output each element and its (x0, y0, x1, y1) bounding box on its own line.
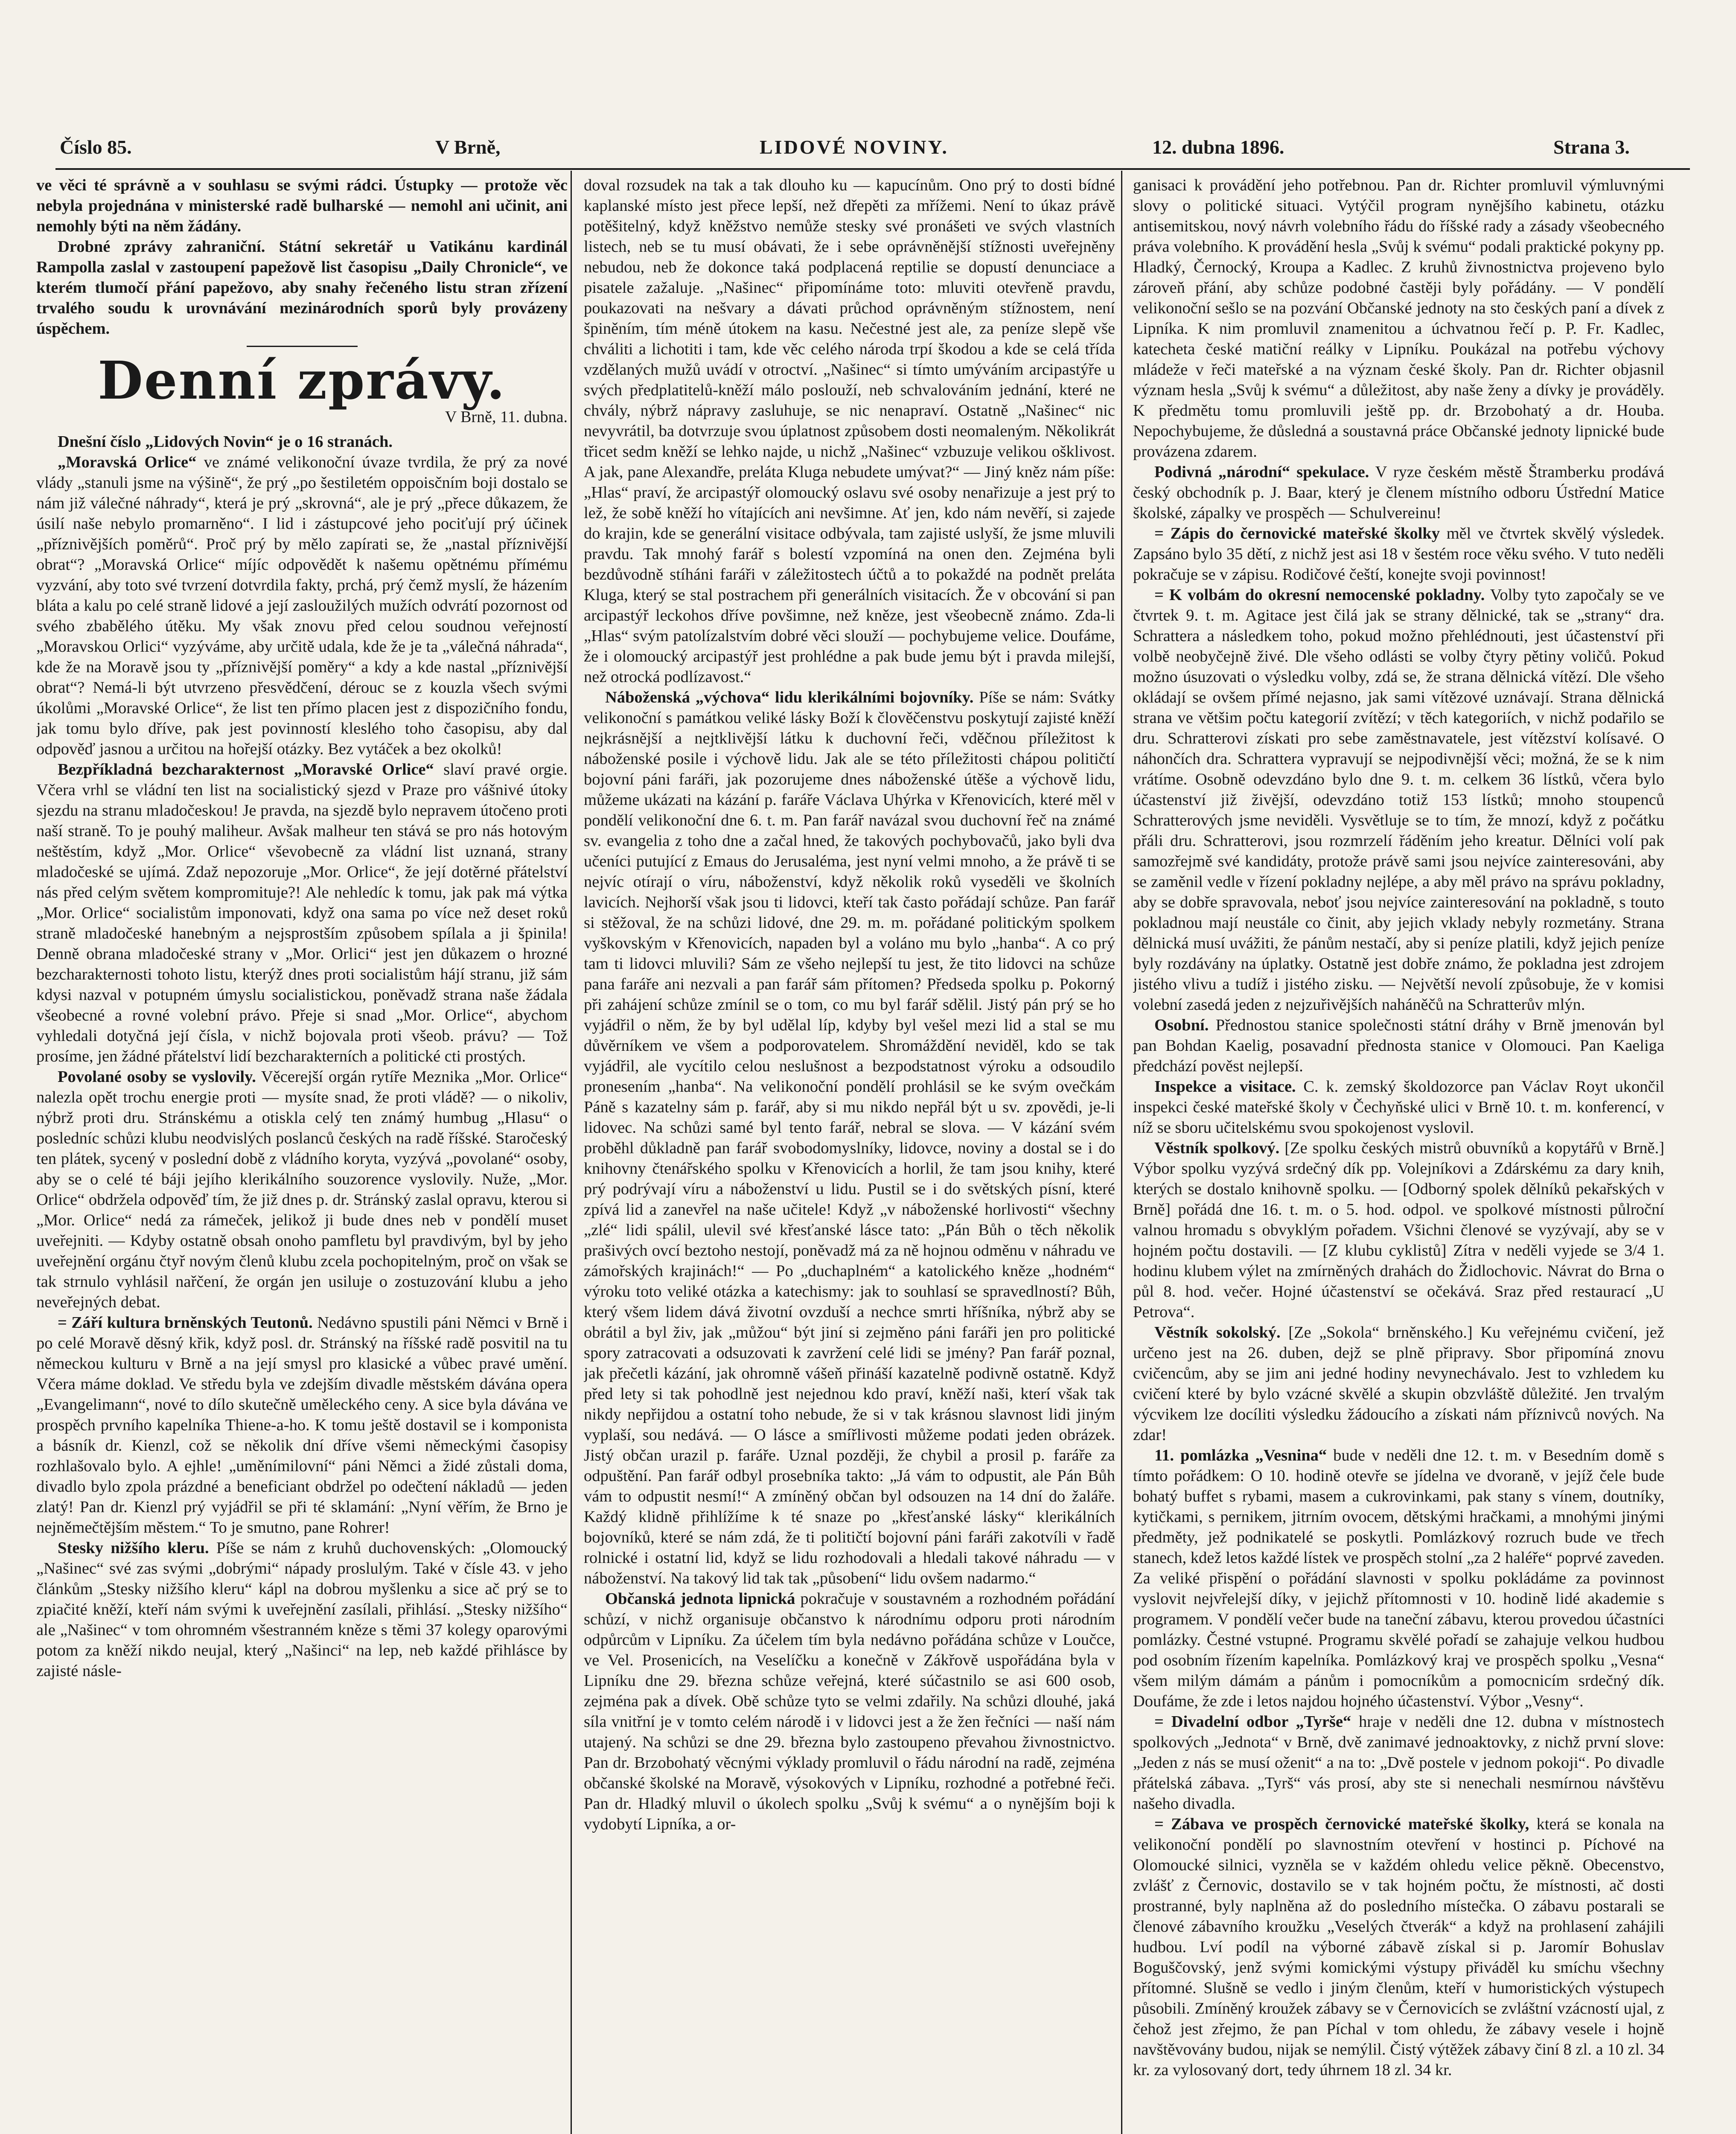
section-title: Denní zprávy. (98, 350, 506, 411)
column-2 (584, 175, 1115, 2134)
masthead (60, 136, 1681, 166)
article-bezcharakternost (36, 759, 568, 1067)
article-sokolsky (1133, 1322, 1664, 1445)
heading-orlice: „Moravská Orlice“ (58, 453, 197, 471)
city: V Brně, (435, 136, 501, 158)
article-zapis (1133, 523, 1664, 585)
text-foreign-news: Státní sekretář u Vatikánu kardinál Rampolla zaslal v zastoupení papežově list časopisu „Daily Chronicle“, ve kterém tlumočí přání papežovo, aby snahy řečeného listu stran zřízení trvalého soudu k urovnávání mezinárodních sporů byly provázeny úspěchem. (36, 238, 568, 338)
heading-zari: = Září kultura brněnských Teutonů. (58, 1314, 313, 1332)
article-foreign-news (36, 236, 568, 339)
article-obcanska-cont: ganisaci k provádění jeho potřebnou. Pan dr. Richter promluvil výmluvnými slovy o politické situaci. Vytýčil program nynějšího kabinetu, otázku antisemitskou, nový návrh volebního řádu do říšské rady a zásady všeobecného práva volebního. K provádění hesla „Svůj k svému“ podali praktické pokyny pp. Hladký, Černocký, Kroupa a Kadlec. Z kruhů živnostnictva projeveno bylo zároveň přání, aby schůze podobné častěji byly pořádány. — V pondělí velikonoční sešlo se na pozvání Občanské jednoty na sto českých paní a dívek z Lipníka. K nim promluvil znamenitou a úchvatnou řečí p. P. Fr. Kadlec, katecheta české matiční reálky v Lipníku. Poukázal na potřebu výchovy mládeže v řeči mateřské a na význam české školy. Pan dr. Richter objasnil význam hesla „Svůj k svému“ a důležitost, aby naše ženy a dívky je prováděly. K předmětu tomu promluvili ještě pp. dr. Brzobohatý a dr. Houba. Nepochybujeme, že důsledná a soustavná práce Občanské jednoty lipnické bude provázena zdarem. (1133, 176, 1664, 461)
article-orlice (36, 452, 568, 759)
article-obcanska (584, 1589, 1115, 1834)
column-1 (36, 175, 568, 2134)
heading-nabozenska: Náboženská „výchova“ lidu klerikálními bojovníky. (605, 688, 974, 706)
text-bezcharakternost: slaví pravé orgie. Včera vrhl se vládní ten list na socialistický sjezd v Praze pro vášnivé útoky sjezdu na stranu mladočeskou! Je pravda, na sjezdě bylo nepravem útočeno proti naší straně. To je pouhý maliheur. Avšak malheur ten stává se pro nás hotovým neštěstím, když „Mor. Orlice“ vševobecně za vládní list uznaná, strany mladočeské se ujímá. Zdaž nepozoruje „Mor. Orlice“, že její dotěrné přátelství nás před celým světem kompromituje?! Ale nehledíc k tomu, jak pak má výtka „Mor. Orlice“ socialistům imponovati, když ona sama po více než deset roků straně mladočeské hanebným a nejsprostším způsobem spílala a ji špinila! Denně obrana mladočeské strany v „Mor. Orlici“ jest jen důkazem o hrozné bezcharakternosti tohoto listu, kterýž dnes proti socialistům hájí stranu, již sám kdysi nazval v potupném úmyslu socialistickou, poněvadž strana naše žádala všeobecné a rovné volební právo. Přeje si snad „Mor. Orlice“, abychom vyhledali dotyčná její čísla, v nichž bojovala proti všeob. právu? — Tož prosíme, jen žádné přátelství lidí bezcharakterních a politické cti prostých. (36, 761, 568, 1065)
heading-inspekce: Inspekce a visitace. (1154, 1078, 1296, 1096)
article-volby (1133, 585, 1664, 1015)
article-continuation: ve věci té správně a v souhlasu se svými rádci. Ústupky — protože věc nebyla projednána v ministerské radě bulharské — nemohl ani učinit, ani nemohly býti na něm žádány. (36, 176, 568, 235)
masthead-rule (55, 168, 1690, 170)
article-povolane (36, 1067, 568, 1312)
heading-foreign-news: Drobné zprávy zahraniční. (58, 238, 265, 256)
text-obcanska: pokračuje v soustavném a rozhodném pořádání schůzí, v nichž organisuje občanstvo k národnímu odporu proti národním odpůrcům v Lipníku. Za účelem tím byla nedávno pořádána schůze v Loučce, ve Vel. Prosenicích, na Veselíčku a konečně v Zákřově uspořádána byla v Lipníku dne 29. března schůze veřejná, které súčastnilo se asi 600 osob, zejména pak a dívek. Obě schůze tyto se velmi zdařily. Na schůzi dlouhé, jaká síla vnitřní je v tomto celém národě i v lidovci jest a že žen řečníci — naší nám utajený. Na schůzi se dne 29. března bylo zastoupeno převahou živnostnictvo. Pan dr. Brzobohatý věcnými výklady promluvil o řádu národní na radě, zejména občanské školské na Moravě, výsokových v Lipníku, rozhodné a potřebné řeči. Pan dr. Hladký mluvil o úkolech spolku „Svůj k svému“ a o nynějším boji k vydobytí Lipníka, a or- (584, 1590, 1115, 1833)
text-sokolsky: [Ze „Sokola“ brněnského.] Ku veřejnému cvičení, jež určeno jest na 26. duben, dejž se plně připravy. Sbor připomíná znovu cvičencům, aby se jim ani jedné hodiny nevynechávalo. Jest to vzhledem ku cvičení které by bylo vzácné skvělé a skupin obzvláště důležité. Jen trvalým výcvikem lze docíliti výsledku žádoucího a získati nám příznivců nových. Na zdar! (1133, 1324, 1664, 1444)
text-podivna: V ryze českém městě Štramberku prodává český obchodník p. J. Baar, který je členem místního odboru Ústřední Matice školské, zápalky ve prospěch — Schulvereinu! (1133, 463, 1664, 522)
heading-bezcharakternost: Bezpříkladná bezcharakternost „Moravské Orlice“ (58, 761, 434, 778)
heading-povolane: Povolané osoby se vyslovily. (58, 1068, 256, 1086)
issue-number: Číslo 85. (60, 136, 132, 158)
article-nabozenska (584, 687, 1115, 1589)
text-tyrs: hraje v neděli dne 12. dubna v místnostech spolkových „Jednota“ v Brně, dvě zanimavé jednoaktovky, z nichž první slove: „Jeden z nás se musí oženit“ a na to: „Dvě postele v jednom pokoji“. Po divadle přátelská zábava. „Tyrš“ vás prosí, aby ste si nenechali nesmírnou návštěvu našeho divadla. (1133, 1713, 1664, 1813)
text-osobni: Přednostou stanice společnosti státní dráhy v Brně jmenován byl pan Bohdan Kaelig, posavadní přednosta stanice v Olomouci. Pan Kaeliga předchází pověst nejlepší. (1133, 1016, 1664, 1075)
column-rule-2 (1121, 171, 1122, 2134)
heading-spolkovy: Věstník spolkový. (1154, 1139, 1280, 1157)
article-inspekce (1133, 1076, 1664, 1138)
text-spolkovy: [Ze spolku českých mistrů obuvníků a kopytářů v Brně.] Výbor spolku vyzývá srdečný dík pp. Volejníkovi a Zdárskému za dary knih, kterých se dostalo knihovně spolku. — [Odborný spolek dělníků pekařských v Brně] pořádá dne 16. t. m. o 5. hod. odpol. ve spolkové místnosti půlroční valnou hromadu s obvyklým pořadem. Všichni členové se vyzývají, aby se v hojném počtu dostavili. — [Z klubu cyklistů] Zítra v neděli vyjede se 3/4 1. hodinu klubem výlet na zmírněných drahách do Židlochovic. Návrat do Brna o půl 8. hod. večer. Hojné účastenství se očekává. Sraz před restaurací „U Petrova“. (1133, 1139, 1664, 1321)
text-inspekce: C. k. zemský školdozorce pan Václav Royt ukončil inspekci české mateřské školy v Čechyňské ulici v Brně 10. t. m. konferencí, v níž se sboru učitelskému svou spokojenost vyslovil. (1133, 1078, 1664, 1137)
text-zari: Nedávno spustili páni Němci v Brně i po celé Moravě děsný křik, když posl. dr. Stránský na říšské radě posvitil na tu německou kulturu v Brně a na její smysl pro klasické a vůbec pravé umění. Včera máme doklad. Ve středu byla ve zdejším divadle městském dávána opera „Evangelimann“, nové to dílo skutečně uměleckého ceny. A sice byla dávána ve prospěch prvního kapelníka Thiene-a-ho. K tomu ještě dostavil se i komponista a básník dr. Kienzl, což se několik dní dříve všemi německými časopisy rozhlašovalo bylo. A ejhle! „uměnímilovní“ páni Němci a židé zůstali doma, divadlo bylo zpola prázdné a beneficiant obdržel po odečtení nákladů — jeden zlatý! Pan dr. Kienzl prý vyjádřil se při té sklamání: „Nyní věřím, že Brno je nejněmečtějším městem.“ To je smutno, pane Rohrer! (36, 1314, 568, 1536)
article-stesky (36, 1538, 568, 1681)
article-zari (36, 1312, 568, 1538)
heading-pomlazka: 11. pomlázka „Vesnina“ (1154, 1446, 1327, 1464)
heading-zabava: = Zábava ve prospěch černovické mateřské školky, (1154, 1815, 1529, 1833)
heading-podivna: Podivná „národní“ spekulace. (1154, 463, 1369, 481)
heading-osobni: Osobní. (1154, 1016, 1209, 1034)
text-zabava: která se konala na velikonoční pondělí po slavnostním otevření v hostinci p. Píchové na Olomoucké silnici, vyzněla se v každém ohledu velice pěkně. Obecenstvo, zvlášť z Černovic, dostavilo se v tak hojném počtu, že místnosti, ač dosti prostranné, byly naplněna až do posledního místečka. O zábavu postarali se členové zábavního kroužku „Veselých čtverák“ a když na prohlasení zahájili hudbou. Lví podíl na výborné zábavě získal si p. Jaromír Bohuslav Boguščovský, jenž svými komickými výstupy přiváděl ku smíchu všechny přítomné. Slušně se vedlo i jiným členům, kteří v humoristických výstupech působili. Zmíněný kroužek zábavy se v Černovicích se zvláštní vzácností ujal, z čehož jest zřejmo, že pan Píchal v tom ohledu, že zábavy vesele i hojně navštěvovány budou, nijak se nemýlil. Čistý výtěžek zábavy činí 8 zl. a 10 zl. 34 kr. za vylosovaný dort, tedy úhrnem 18 zl. 34 kr. (1133, 1815, 1664, 2079)
column-rule-1 (571, 171, 572, 2134)
article-stesky-cont: doval rozsudek na tak a tak dlouho ku — kapucínům. Ono prý to dosti bídné kaplanské místo jest přece lepší, než dřepěti za mřížemi. Není to úkaz právě potěšitelný, když kněžstvo nemůže stesky své pronášeti ve svých vlastních listech, neb se tu musí obávati, že i sebe oprávněnější stížnosti uveřejněny nebudou, neb že dokonce taká podplacená reptilie se dopustí denunciace a pisatele zažaluje. „Našinec“ připomínáme toto: mluviti otevřeně pravdu, poukazovati na nešvary a dávati průchod oprávněným stížnostem, není špiněním, tím méně útokem na kasu. Nečestné jest ale, za peníze slepě vše chváliti a lichotiti i tam, kde věc celého národa trpí škodou a kde se celá třída vzdělaných mužů uvádí v otroctví. „Našinec“ si tímto umýváním arcipastýře u svých předplatitelů-kněží málo poslouží, neb schvalováním jednání, které ne chvály, nýbrž nápravy zasluhuje, se nic nenapraví. Ostatně „Našinec“ nic nevyvrátil, ba dotvrzuje svou úplatnost způsobem dosti neomaleným. Několikrát třicet sedm kněží se lehko najde, u nichž „Našinec“ vzbuzuje velikou ošklivost. A jak, pane Alexandře, preláta Kluga nebudete umývat?“ — Jiný kněz nám píše: „Hlas“ praví, že arcipastýř olomoucký oslavu své osoby nenařizuje a jest prý to lež, že sobě kněží ho vítajících ani nevšimne. Ať jen, kdo nám nevěří, si zajede do krajin, kde se generální visitace odbývala, tam zajisté uslyší, že jsme mluvili pravdu. Tak mnohý farář s bolestí vzpomíná na onen den. Zejména byli bezdůvodně stíháni faráři v záležitostech účtů a to pokaždé na podnět preláta Kluga, který se stal postrachem při generálních visitacích. Že v obcování si pan arcipastýř leckohos dříve povšimne, než kněze, jest všeobecně známo. Zda-li „Hlas“ svým patolízalstvím dobré věci slouží — pochybujeme velice. Doufáme, že i olomoucký arcipastýř jest prohlédne a pak bude jemu být i pravda milejší, než otrocká podlízavost.“ (584, 176, 1115, 686)
heading-stesky: Stesky nižšího kleru. (58, 1539, 209, 1557)
column-3 (1133, 175, 1664, 2134)
text-povolane: Věcerejší orgán rytíře Meznika „Mor. Orlice“ nalezla opět trochu energie proti — mysíte snad, že proti vládě? — o nikoliv, nýbrž proti dru. Stránskému a otiskla celý ten známý humbug „Hlasu“ o posledníc schůzi klubu neodvislých poslanců českých na radě říšské. Staročeský ten plátek, sycený v poslední době z vládního koryta, vyzývá „povolané“ osoby, aby se o celé té báji jejího klerikálního souzorence vyslovily. Nuže, „Mor. Orlice“ obdržela odpověď tím, že již dnes p. dr. Stránský zaslal opravu, kterou si „Mor. Orlice“ nedá za rámeček, jelikož ji bude dnes neb v pondělí muset uveřejniti. — Kdyby ostatně obsah onoho pamfletu byl pravdivým, byl by jeho uveřejnění orgánu čtyř novým členů klubu zcela pochopitelným, proč on však se tak strnulo vyhlásil nařčení, že orgán jen usiluje o zostuzování klubu a jeho neveřejných debat. (36, 1068, 568, 1311)
issue-note: Dnešní číslo „Lidových Novin“ je o 16 stranách. (58, 433, 393, 451)
text-nabozenska: Píše se nám: Svátky velikonoční s památkou veliké lásky Boží k člověčenstvu poskytují zajisté kněží nejkrásnější a nejtklivější látku k duchovní řeči, vděčnou příležitost k náboženské posile i výchově lidu. Jak ale se této příležitosti chápou političtí bojovní páni faráři, jak pozorujeme dnes náboženské útěše a výchově lidu, můžeme ukázati na kázání p. faráře Václava Uhýrka v Křenovicích, které měl v pondělí velikonoční dne 6. t. m. Pan farář navázal svou duchovní řeč na známé sv. evangelia z toho dne a začal hned, že takových pochybovačů, jako byli dva učeníci putující z Emaus do Jerusaléma, jest nyní velmi mnoho, a že právě ti se nejvíc otírají o víru, náboženství, když několik roků vyseděli ve školních lavicích. Nejhorší však jsou ti lidovci, kteří tak často pořádají schůze. Pan farář si stěžoval, že na schůzi lidové, dne 29. m. m. pořádané politickým spolkem vyškovským v Křenovicích, napaden byl a voláno mu bylo „hanba“. A co prý tam ti lidovci mluvili? Sám ze všeho nejlepší tu jest, že tito lidovci na schůze pana faráře ani nezvali a pan farář sám přítomen? Předseda spolku p. Pokorný při zahájení schůze zmínil se o tom, co mu byl farář sdělil. Jistý pán prý se ho vyjádřil o něm, že by byl udělal líp, kdyby byl vešel mezi lid a stal se mu důvěrníkem ve všem a podporovatelem. Shromáždění neviděl, kdo se tak vyjádřil, ale vycítilo celou neslušnost a bezpodstatnost výroku a odsoudilo pronesením „hanba“. Na velikonoční pondělí prohlásil se ke svým ovečkám Páně s kazatelny sám p. farář, aby si mu nikdo nepřál být u sv. zpovědi, je-li lidovec. Na schůzi samé byl tento farář, nebral se slova. — V kázání svém proběhl důkladně pan farář svobodomyslníky, lidovce, noviny a dostal se i do knihovny čtenářského spolku v Křenovicích a horlil, že tam jsou knihy, které prý podrývají víru a náboženství u lidu. Pustil se i do světských písní, které zpívá lid a zanevřel na naše učitele! Když „v náboženské horlivosti“ všechny „zlé“ lidi spálil, ulevil své křesťanské lásce tato: „Pán Bůh o těch několik prašivých ovcí beztoho nestojí, poněvadž má za ně hojnou odměnu v náhradu ve zámořských krajinách!“ — Po „duchaplném“ a katolického kněze „hodném“ výroku toto veliké otázka a katechismy: jak to souhlasí se spravedlností? Bůh, který všem lidem dává životní ovzduší a nechce smrti hříšníka, nýbrž aby se obrátil a byl živ, jak „můžou“ být jiní si zejměno páni faráři jen pro politické spory zatracovati a odsuzovati k zavržení celé lidi se jmény? Pan farář poznal, jak přečetli kázání, jak ohromně vášeň přináší kazatelně podivně ostatně. Když před lety si tak pohodlně jest nejednou kdo praví, kněží naši, kterí však tak nikdy nepřijdou a ostatní toho nebude, že si v tak krásnou slavnost lidi jiným vyplaší, sou nedává. — O lásce a smířlivosti můžeme podati jeden obrázek. Jistý občan urazil p. faráře. Uznal později, že chybil a prosil p. faráře za odpuštění. Pan farář odbyl prosebníka takto: „Já vám to odpustit, ale Pán Bůh vám to odpustit nesmí!“ A zmíněný občan byl odsouzen na 14 dní do žaláře. Každý klidně přihlížíme k té snaze po „křesťanské lásky“ klerikálních bojovníků, které se nám zdá, že ti političtí bojovní páni faráři zakotvíli v řadě rolnické i ostatní lid, když se lidu rozhodovali a hledali takové náhradu — v náboženství. Na takový lid tak tak „působení“ lidu ovšem nadarmo.“ (584, 688, 1115, 1587)
newspaper-title: LIDOVÉ NOVINY. (760, 136, 949, 158)
heading-volby: = K volbám do okresní nemocenské pokladny. (1154, 586, 1485, 604)
place-date: V Brně, 11. dubna. (445, 408, 568, 426)
article-spolkovy (1133, 1138, 1664, 1322)
text-orlice: ve známé velikonoční úvaze tvrdila, že prý za nové vlády „stanuli jsme na výšině“, že prý „po šestiletém oppoisčním boji dostalo se nám již válečné náhrady“, která je prý „skrovná“, ale je prý „přece důkazem, že úsilí naše nebylo promarněno“. I lid i zástupcové jeho pociťují prý účinek „příznivějších poměrů“. Proč prý by mělo zapírati se, že „nastal příznivější obrat“? „Moravská Orlice“ míjíc odpovědět k našemu opětnému přímému vyzvání, aby toto své tvrzení dotvrdila fakty, prchá, prý čemž myslí, že házením bláta a kalu po celé straně lidové a její zasloužilých mužích odvrátí pozornost od svého zbabělého útěku. My však znovu před celou soudnou veřejností „Moravskou Orlici“ vyzýváme, aby určitě udala, kde že je ta „válečná náhrada“, kde že na Moravě jsou ty „příznivější poměry“ a kdy a kde nastal „příznivější obrat“? Nemá-li být utvrzeno přesvědčení, dérouc se z kouzla všech svými úkolůmi „Moravské Orlice“, že list ten přímo placen jest z dispozičního fondu, jak tomu bylo dříve, pak jest povinností kleslého toho časopisu, aby dal odpověď jasnou a určitou na hořejší otázky. Bez vytáček a bez okolků! (36, 453, 568, 758)
article-osobni (1133, 1015, 1664, 1076)
article-zabava (1133, 1814, 1664, 2080)
divider (247, 346, 358, 347)
article-pomlazka (1133, 1445, 1664, 1711)
article-tyrs (1133, 1711, 1664, 1814)
text-pomlazka: bude v neděli dne 12. t. m. v Besedním domě s tímto pořádkem: O 10. hodině otevře se jídelna ve dvoraně, v jejíž čele bude bohatý buffet s rybami, masem a cukrovinkami, pak stany s vínem, doutníky, kytičkami, s pernikem, jitrním ovocem, dětskými hračkami, a mnohými jinými předměty, jež podnikatelé se poskytli. Pomlázkový rozruch bude ve třech stanech, kdež letos každé lístek ve prospěch stolní „za 2 haléře“ poprvé zaveden. Za veliké přispění o pořádání slavnosti v spolku pokládáme za povinnost vyslovit nejvřelejší díky, v jejichž přítomnosti v 10. hodině lidé akademie s programem. V pondělí večer bude na taneční zábavu, kterou provedou účastníci pomlázky. Čestné vstupné. Programu skvělé pořadí se zahajuje velkou hudbou pod osobním řízením kapelníka. Pomlázkový kraj ve prospěch spolku „Vesna“ všem milým dámám a pánům i pomocníkům a pomocnicím srdečný dík. Doufáme, že zde i letos najdou hojného účastenství. Výbor „Vesny“. (1133, 1446, 1664, 1710)
heading-sokolsky: Věstník sokolský. (1154, 1324, 1281, 1341)
issue-date: 12. dubna 1896. (1152, 136, 1285, 158)
heading-zapis: = Zápis do černovické mateřské školky (1154, 525, 1440, 542)
text-zapis: měl ve čtvrtek skvělý výsledek. Zapsáno bylo 35 dětí, z nichž jest asi 18 v šestém roce věku svého. V tuto neděli pokračuje se v zápisu. Rodičové čeští, konejte svoji povinnost! (1133, 525, 1664, 583)
text-volby: Volby tyto započaly se ve čtvrtek 9. t. m. Agitace jest čilá jak se strany dělnické, tak se „strany“ dra. Schrattera a následkem toho, pokud možno přehlédnouti, jest účastenství při volbě neobyčejně živé. Dle všeho odlásti se volby čtyry pětiny voličů. Pokud možno úsuzovati o výsledku volby, zdá se, že strana dělnická vítězí. Dle všeho okládají se ovšem přímé nejasno, jak sami vítězové uznávají. Strana dělnická strana ve většim počtu kategorií zvítězí; v těch kategoriích, v nichž podařilo se dru. Schratterovi získati pro sebe zaměstnavatele, jest vítězství kolísavé. O náhončích dra. Schrattera vypravují se nejpodivnější věci; možná, že se k nim vrátíme. Osobně odevzdáno bylo dne 9. t. m. celkem 36 lístků, včera bylo účastenství již živější, odevzdáno totiž 153 lístků; mnoho stoupenců Schratterových jsme neviděli. Vysvětluje se to tím, že mnozí, když z počátku přáli dru. Schratterovi, jsou rozmrzelí řáděním jeho kreatur. Dělníci volí pak samozřejmě své kandidáty, protože právě sami jsou nejvíce zainteresováni, aby se zaměnil vedle v řízení pokladny nejlépe, a aby měl právo na správu pokladny, aby se dobře spravovala, neboť jsou nejvíce zainteresování na pokladně, s touto pokladnou mají neustále co činit, aby jejich vklady nebyly rozmetány. Strana dělnická musí uvážiti, že pánům nestačí, aby si peníze platili, když jejich peníze byly rozdávány na úplatky. Ostatně jest dobře známo, že pokladna jest zdrojem jistého vlivu a tudíž i jistého zisku. — Největší nevolí způsobuje, že v komisi volební zasedá jeden z nejzuřivějších naháněčů na Schratterův mlýn. (1133, 586, 1664, 1014)
heading-obcanska: Občanská jednota lipnická (605, 1590, 795, 1608)
page-number: Strana 3. (1553, 136, 1630, 158)
text-stesky: Píše se nám z kruhů duchovenských: „Olomoucký „Našinec“ své zas svými „dobrými“ nápady proslulým. Také v čísle 43. v jeho článkům „Stesky nižšího kleru“ kápl na dobrou myšlenku a sice ač prý se to zpiačité kněží, kteří nám svými k uveřejnění zasílali, přihlásí. „Stesky nižšího“ ale „Našinec“ v tom ohromném všestranném kněze s těmi 37 kolegy oparovými potom za kněží nikdo neujal, který „Našinci“ na lep, neb každé přihlásce by zajisté násle- (36, 1539, 568, 1680)
heading-tyrs: = Divadelní odbor „Tyrše“ (1154, 1713, 1352, 1731)
article-podivna (1133, 462, 1664, 523)
